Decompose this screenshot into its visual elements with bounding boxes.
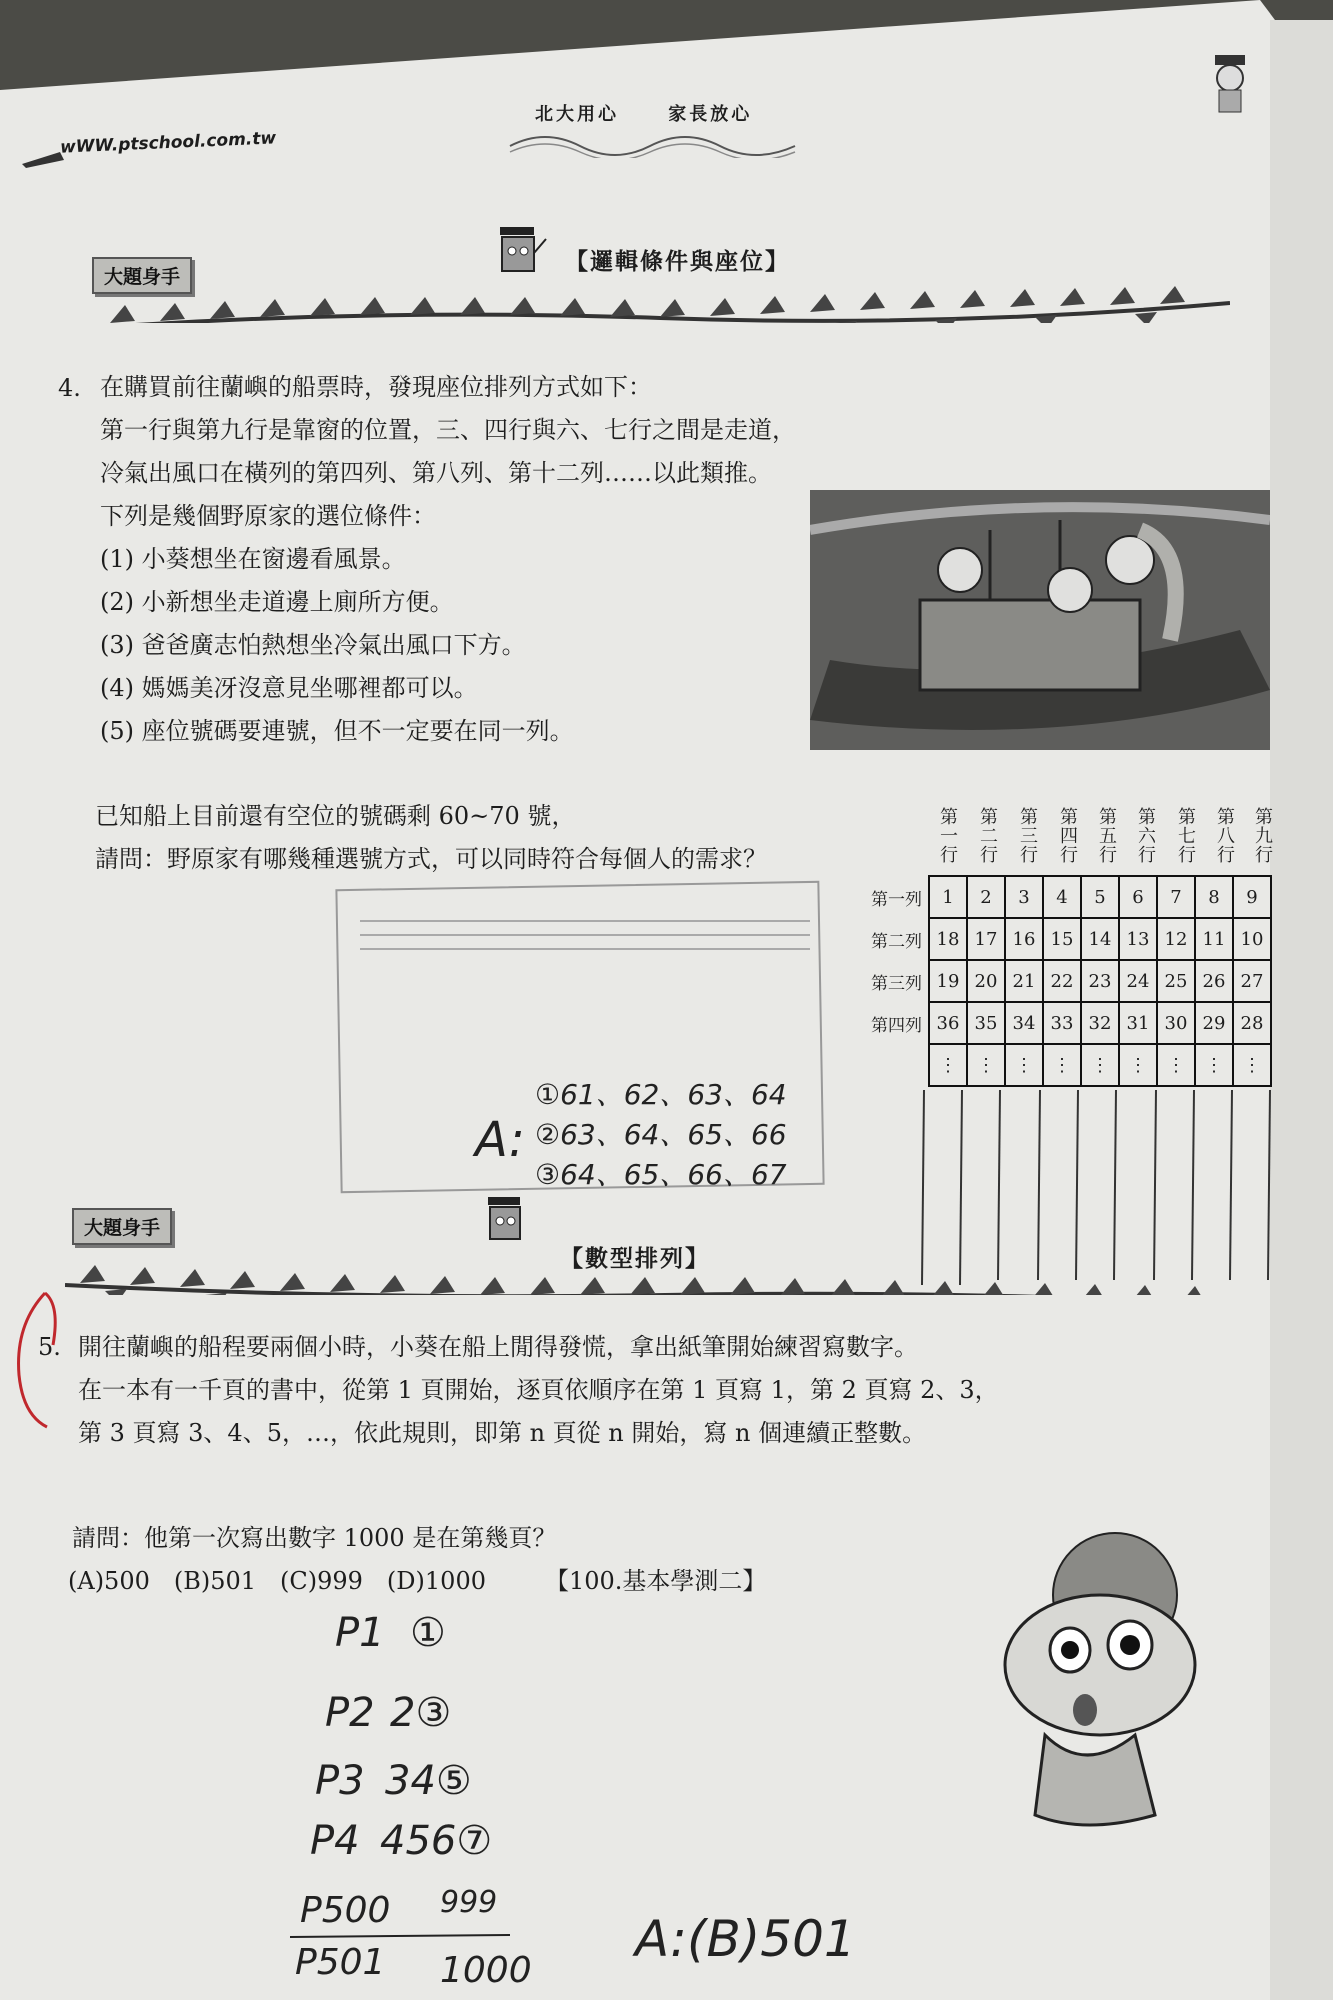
- ellipsis-cell: ⋮: [967, 1044, 1005, 1086]
- question-line: 第一行與第九行是靠窗的位置，三、四行與六、七行之間是走道，: [100, 416, 796, 444]
- seat-cell: 24: [1119, 960, 1157, 1002]
- question-line: 下列是幾個野原家的選位條件：: [100, 502, 436, 530]
- seat-cell: 33: [1043, 1002, 1081, 1044]
- question-5-source: 【100.基本學測二】: [545, 1567, 767, 1595]
- note-lines: [360, 915, 820, 955]
- seat-cell: 14: [1081, 918, 1119, 960]
- column-header: 第五行: [1099, 807, 1117, 866]
- seat-cell: 35: [967, 1002, 1005, 1044]
- seat-cell: 12: [1157, 918, 1195, 960]
- work-page-values: 1000: [440, 1950, 532, 1991]
- slogan: [535, 100, 792, 126]
- column-header: 第八行: [1217, 807, 1235, 866]
- answer-5: A:(B)501: [635, 1910, 856, 1968]
- seat-cell: 22: [1043, 960, 1081, 1002]
- next-page-edge: [1270, 20, 1333, 2000]
- seat-cell: 30: [1157, 1002, 1195, 1044]
- work-page-values: 34⑤: [385, 1758, 472, 1804]
- row-label: 第二列: [871, 931, 922, 952]
- column-header: 第二行: [980, 807, 998, 866]
- seat-cell: 17: [967, 918, 1005, 960]
- question-line: 在購買前往蘭嶼的船票時，發現座位排列方式如下：: [100, 373, 652, 401]
- leaf-vine-divider-icon: [65, 1255, 1235, 1295]
- seat-cell: 13: [1119, 918, 1157, 960]
- seat-cell: 9: [1233, 876, 1271, 918]
- answer-prefix: A:: [475, 1112, 525, 1168]
- table-row: [858, 1002, 1271, 1044]
- slogan-right: 家長放心: [668, 104, 753, 125]
- question-5-ask: 請問：他第一次寫出數字 1000 是在第幾頁？: [72, 1524, 557, 1552]
- seat-cell: 31: [1119, 1002, 1157, 1044]
- seat-cell: 11: [1195, 918, 1233, 960]
- ellipsis-cell: ⋮: [1195, 1044, 1233, 1086]
- answer-option: ②63、64、65、66: [535, 1118, 787, 1151]
- seat-cell: 3: [1005, 876, 1043, 918]
- seat-cell: 15: [1043, 918, 1081, 960]
- answer-option: ③64、65、66、67: [535, 1158, 787, 1191]
- column-header: 第七行: [1178, 807, 1196, 866]
- work-page-values: 999: [440, 1885, 498, 1920]
- work-page-values: 2③: [390, 1690, 452, 1736]
- seat-cell: 7: [1157, 876, 1195, 918]
- table-row: [858, 918, 1271, 960]
- seat-cell: 8: [1195, 876, 1233, 918]
- ellipsis-cell: ⋮: [1043, 1044, 1081, 1086]
- seat-cell: 19: [929, 960, 967, 1002]
- seat-cell: 25: [1157, 960, 1195, 1002]
- seat-cell: 5: [1081, 876, 1119, 918]
- seat-table: [858, 875, 1272, 1087]
- cartoon-girl-illustration: [985, 1525, 1230, 1835]
- ellipsis-cell: ⋮: [1081, 1044, 1119, 1086]
- seat-cell: 10: [1233, 918, 1271, 960]
- question-line: 在一本有一千頁的書中，從第 1 頁開始，逐頁依順序在第 1 頁寫 1，第 2 頁寫 2、3，: [78, 1376, 999, 1404]
- site-logo-icon: [22, 150, 64, 168]
- seat-cell: 29: [1195, 1002, 1233, 1044]
- ellipsis-cell: ⋮: [929, 1044, 967, 1086]
- condition-item: (3) 爸爸廣志怕熱想坐冷氣出風口下方。: [100, 631, 526, 659]
- seat-cell: 28: [1233, 1002, 1271, 1044]
- column-header: 第九行: [1255, 807, 1273, 866]
- section-title: 【數型排列】: [560, 1245, 710, 1272]
- condition-item: (2) 小新想坐走道邊上廁所方便。: [100, 588, 454, 616]
- work-page-label: P501: [295, 1942, 386, 1983]
- mascot-professor-icon: [490, 225, 550, 285]
- column-header: 第三行: [1020, 807, 1038, 866]
- seat-cell: 32: [1081, 1002, 1119, 1044]
- row-label: [858, 1044, 929, 1086]
- ellipsis-cell: ⋮: [1119, 1044, 1157, 1086]
- seat-cell: 2: [967, 876, 1005, 918]
- work-underline: [290, 1932, 520, 1942]
- column-header: 第一行: [940, 807, 958, 866]
- column-header: 第六行: [1138, 807, 1156, 866]
- condition-item: (5) 座位號碼要連號，但不一定要在同一列。: [100, 717, 574, 745]
- question-line: 第 3 頁寫 3、4、5，…，依此規則，即第 n 頁從 n 開始，寫 n 個連續正整數。: [78, 1419, 927, 1447]
- question-line: 冷氣出風口在橫列的第四列、第八列、第十二列……以此類推。: [100, 459, 772, 487]
- ellipsis-cell: ⋮: [1157, 1044, 1195, 1086]
- question-4-text: [100, 366, 796, 753]
- work-page-label: P3: [315, 1758, 365, 1804]
- site-url: wWW.ptschool.com.tw: [59, 128, 277, 158]
- section-badge: 大題身手: [72, 1208, 172, 1245]
- slogan-ornament-icon: [505, 128, 805, 158]
- section-badge: 大題身手: [92, 257, 192, 294]
- table-row: [858, 876, 1271, 918]
- work-page-label: P500: [300, 1890, 391, 1931]
- question-line: 開往蘭嶼的船程要兩個小時，小葵在船上閒得發慌，拿出紙筆開始練習寫數字。: [78, 1333, 918, 1361]
- seat-cell: 18: [929, 918, 967, 960]
- table-row: [858, 960, 1271, 1002]
- seat-cell: 6: [1119, 876, 1157, 918]
- work-page-label: P2: [325, 1690, 375, 1736]
- question-4-known: 已知船上目前還有空位的號碼剩 60~70 號，: [95, 802, 576, 830]
- seat-cell: 1: [929, 876, 967, 918]
- ellipsis-cell: ⋮: [1005, 1044, 1043, 1086]
- work-page-label: P1: [335, 1610, 385, 1656]
- question-5-text: [78, 1326, 999, 1455]
- seat-cell: 16: [1005, 918, 1043, 960]
- work-page-label: P4: [310, 1818, 360, 1864]
- condition-item: (1) 小葵想坐在窗邊看風景。: [100, 545, 406, 573]
- row-label: 第四列: [871, 1015, 922, 1036]
- leaf-vine-divider-icon: [90, 283, 1230, 323]
- condition-item: (4) 媽媽美冴沒意見坐哪裡都可以。: [100, 674, 478, 702]
- question-5-number: 5.: [38, 1333, 61, 1361]
- answer-option: ①61、62、63、64: [535, 1078, 787, 1111]
- mascot-teacher-icon: [1205, 50, 1255, 120]
- seat-cell: 20: [967, 960, 1005, 1002]
- seat-cell: 4: [1043, 876, 1081, 918]
- row-label: 第一列: [871, 889, 922, 910]
- question-4-ask: 請問：野原家有哪幾種選號方式，可以同時符合每個人的需求？: [95, 845, 767, 873]
- slogan-left: 北大用心: [535, 104, 619, 125]
- mascot-professor-icon: [478, 1195, 534, 1251]
- question-4-number: 4.: [58, 374, 81, 402]
- seat-cell: 27: [1233, 960, 1271, 1002]
- seat-cell: 23: [1081, 960, 1119, 1002]
- seat-cell: 21: [1005, 960, 1043, 1002]
- section-title: 【邏輯條件與座位】: [565, 248, 790, 275]
- row-label: 第三列: [871, 973, 922, 994]
- seat-cell: 26: [1195, 960, 1233, 1002]
- work-page-values: ①: [410, 1610, 446, 1656]
- work-page-values: 456⑦: [380, 1818, 493, 1864]
- table-row: [858, 1044, 1271, 1086]
- seat-cell: 34: [1005, 1002, 1043, 1044]
- question-5-choices: (A)500 (B)501 (C)999 (D)1000: [68, 1567, 486, 1595]
- ellipsis-cell: ⋮: [1233, 1044, 1271, 1086]
- seat-cell: 36: [929, 1002, 967, 1044]
- column-header: 第四行: [1060, 807, 1078, 866]
- boat-cartoon-illustration: [810, 490, 1270, 750]
- answer-4-options: [535, 1075, 787, 1195]
